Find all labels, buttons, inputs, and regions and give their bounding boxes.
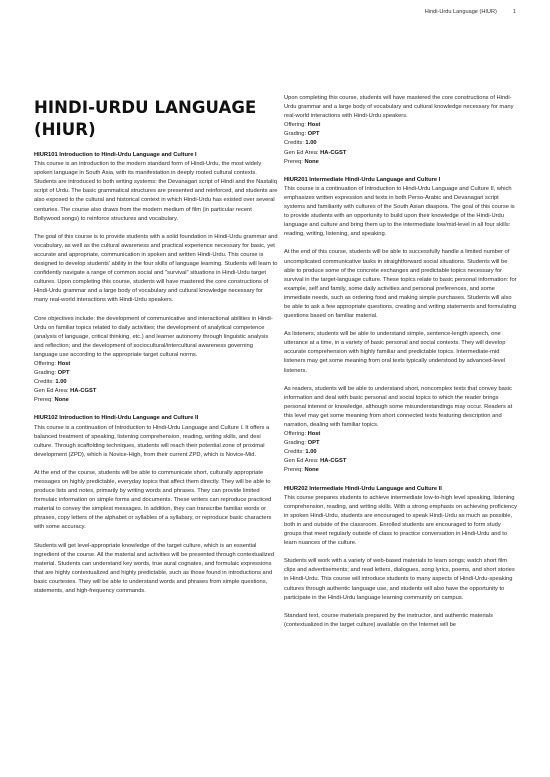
page-number: 1 (512, 9, 516, 15)
offering-row: Offering: Host (284, 122, 321, 129)
course-description-paragraph: Students will get level-appropriate knowledge of the target culture, which is an essential ingredient of the course. All the material and activities will be presented through contextualized material. Students can understand key words, true aural cognates, and formulaic expressions that are highly contextualized and highly predictable, such as those found in introductions and basic courtesies. They will be able to understand words and phrases from simple questions, statements, and high-frequency commands. (34, 542, 275, 595)
grading-row: Grading: OPT (284, 440, 320, 447)
page-title-line2: (HIUR) (34, 120, 96, 139)
course-description-paragraph: This course is a continuation of Introduction to Hindi-Urdu Language and Culture II, which emphasizes written expression and texts in both Perso-Arabic and Devanagari script systems and familiarity with cultures of the South Asian diaspora. The goal of this course is to provide students with an opportunity to build upon their knowledge of the Hindi-Urdu language and culture and bring them up to the intermediate low/mid-level in all four skills: reading, writing, listening, and speaking. (284, 185, 515, 238)
course-description-paragraph: This course is an introduction to the modern standard form of Hindi-Urdu, the most widely spoken language in South Asia, with its manifestation in deeply rooted cultural contexts. Students are introduced to both writing systems: the Devanagari script of Hindi and the Nastaliq script of Urdu. The basic grammatical structures are presented and reinforced, and students are also exposed to the cultural and historical context in which Hindi-Urdu has existed over several centuries. The course also draws from the modern medium of film (in particular recent Bollywood songs) to reinforce structures and vocabulary. (34, 161, 278, 222)
course-description-paragraph: This course prepares students to achieve intermediate low-to-high level speaking, listening comprehension, reading, and writing skills. With a strong emphasis on achieving proficiency in spoken Hindi-Urdu, students are encouraged to speak Hindi-Urdu as much as possible, both in and outside of the classroom. Enrolled students are encouraged to form study groups that meet regularly outside of class to practice conversation in Hindi-Urdu and to learn nuances of the culture. (284, 494, 517, 547)
running-title: Hindi-Urdu Language (HIUR) (424, 9, 497, 15)
page-title-line1: HINDI-URDU LANGUAGE (34, 98, 257, 117)
left-column (34, 151, 278, 605)
course-description-paragraph: Students will work with a variety of web-based materials to learn songs; watch short film clips and advertisements; and read letters, dialogues, song lyrics, poems, and short stories in Hindi-Urdu. This course will introduce students to many aspects of Hindi-Urdu-speaking cultures through authentic language use, and students will also have the opportunity to participate in the Hindi-Urdu language learning community on campus. (284, 558, 515, 601)
grading-row: Grading: OPT (284, 131, 320, 138)
course-heading-hiur101: HIUR101 Introduction to Hindi-Urdu Language and Culture I (34, 152, 197, 158)
gened-row: Gen Ed Area: HA-CGST (34, 388, 97, 395)
course-meta-hiur101 (34, 360, 278, 405)
course-meta-hiur102 (284, 121, 518, 166)
prereq-row: Prereq: None (34, 397, 69, 404)
running-header (425, 9, 516, 15)
course-description-paragraph: At the end of the course, students will be able to communicate short, culturally appropriate messages on highly predictable, everyday topics that affect them directly. They will be able to produce lists and notes, primarily by writing words and phrases. They can provide limited formulaic information on simple forms and documents. These writers can reproduce practiced material to convey the simplest messages. In addition, they can transcribe familiar words or phrases, copy letters of the alphabet or syllables of a syllabary, or reproduce basic characters with some accuracy. (34, 469, 272, 531)
credits-row: Credits: 1.00 (34, 379, 67, 386)
course-heading-hiur201: HIUR201 Intermediate Hindi-Urdu Language and Culture I (284, 176, 441, 183)
course-heading-hiur102: HIUR102 Introduction to Hindi-Urdu Language and Culture II (34, 415, 199, 422)
offering-row: Offering: Host (284, 431, 321, 438)
page-title (34, 97, 274, 141)
course-description-paragraph: Upon completing this course, students will have mastered the core constructions of Hindi-Urdu grammar and a large body of vocabulary and cultural knowledge necessary for many real-world interactions with Hindi-Urdu speakers. (284, 95, 514, 120)
course-description-paragraph: Core objectives include: the development of communicative and interactional abilities in Hindi-Urdu on familiar topics related to daily activities; the development of analytical competence (analysis of language, critical thinking, etc.) and learner autonomy through linguistic analysis and reflection; and the development of sociocultural/intercultural awareness governing language use according to the appropriate target cultural norms. (34, 315, 273, 358)
course-description-paragraph: The goal of this course is to provide students with a solid foundation in Hindi-Urdu grammar and vocabulary, as well as the cultural awareness and practical experience necessary for basic, yet accurate and appropriate, communication in spoken and written Hindi-Urdu. This course is designed to develop students' ability in the four skills of language learning. Students will learn to confidently navigate a range of common social and "survival" situations in Hindi-Urdu target cultures. Upon completing this course, students will have mastered the core constructions of Hindi-Urdu grammar and a large body of vocabulary and cultural knowledge necessary for many real-world interactions with Hindi-Urdu speakers. (34, 233, 278, 304)
right-column (284, 94, 518, 639)
credits-row: Credits: 1.00 (284, 449, 317, 456)
prereq-row: Prereq: None (284, 158, 319, 165)
course-description-paragraph: This course is a continuation of Introduction to Hindi-Urdu Language and Culture I. It offers a balanced treatment of speaking, listening comprehension, reading, writing skills, and desi culture. Through scaffolding techniques, students will reach their potential zone of proximal development (ZPD), which is Novice-High, from their current ZPD, which is Novice-Mid. (34, 424, 270, 458)
course-description-paragraph: As listeners, students will be able to understand simple, sentence-length speech, one utterance at a time, in a variety of basic personal and social contexts. They will develop accurate comprehension with highly familiar and predictable topics. Intermediate-mid listeners may get some meaning from oral texts typically understood by advanced-level listeners. (284, 331, 506, 374)
offering-row: Offering: Host (34, 360, 71, 367)
course-meta-hiur201 (284, 430, 518, 475)
gened-row: Gen Ed Area: HA-CGST (284, 458, 347, 465)
credits-row: Credits: 1.00 (284, 140, 317, 147)
course-description-paragraph: As readers, students will be able to understand short, noncomplex texts that convey basic information and deal with basic personal and social topics to which the reader brings personal interest or knowledge, although some misunderstandings may occur. Readers at this level may get some meaning from short connected texts featuring description and narration, dealing with familiar topics. (284, 385, 513, 428)
prereq-row: Prereq: None (284, 467, 319, 474)
course-heading-hiur202: HIUR202 Intermediate Hindi-Urdu Language and Culture II (284, 485, 442, 492)
grading-row: Grading: OPT (34, 370, 70, 377)
course-description-paragraph: Standard text, course materials prepared by the instructor, and authentic materials (contextualized in the target culture) available on the Internet will be (284, 612, 494, 628)
course-description-paragraph: At the end of this course, students will be able to successfully handle a limited number of uncomplicated communicative tasks in straightforward social situations. Students will be able to produce some of the concrete exchanges and predictable topics necessary for survival in the target-language culture. These topics relate to basic personal information: for example, self and family, some daily activities and personal preferences, and some immediate needs, such as ordering food and making simple purchases. Students will also be able to ask a few appropriate questions, creating and writing statements and formulating questions based on familiar material. (284, 249, 517, 320)
gened-row: Gen Ed Area: HA-CGST (284, 149, 347, 156)
